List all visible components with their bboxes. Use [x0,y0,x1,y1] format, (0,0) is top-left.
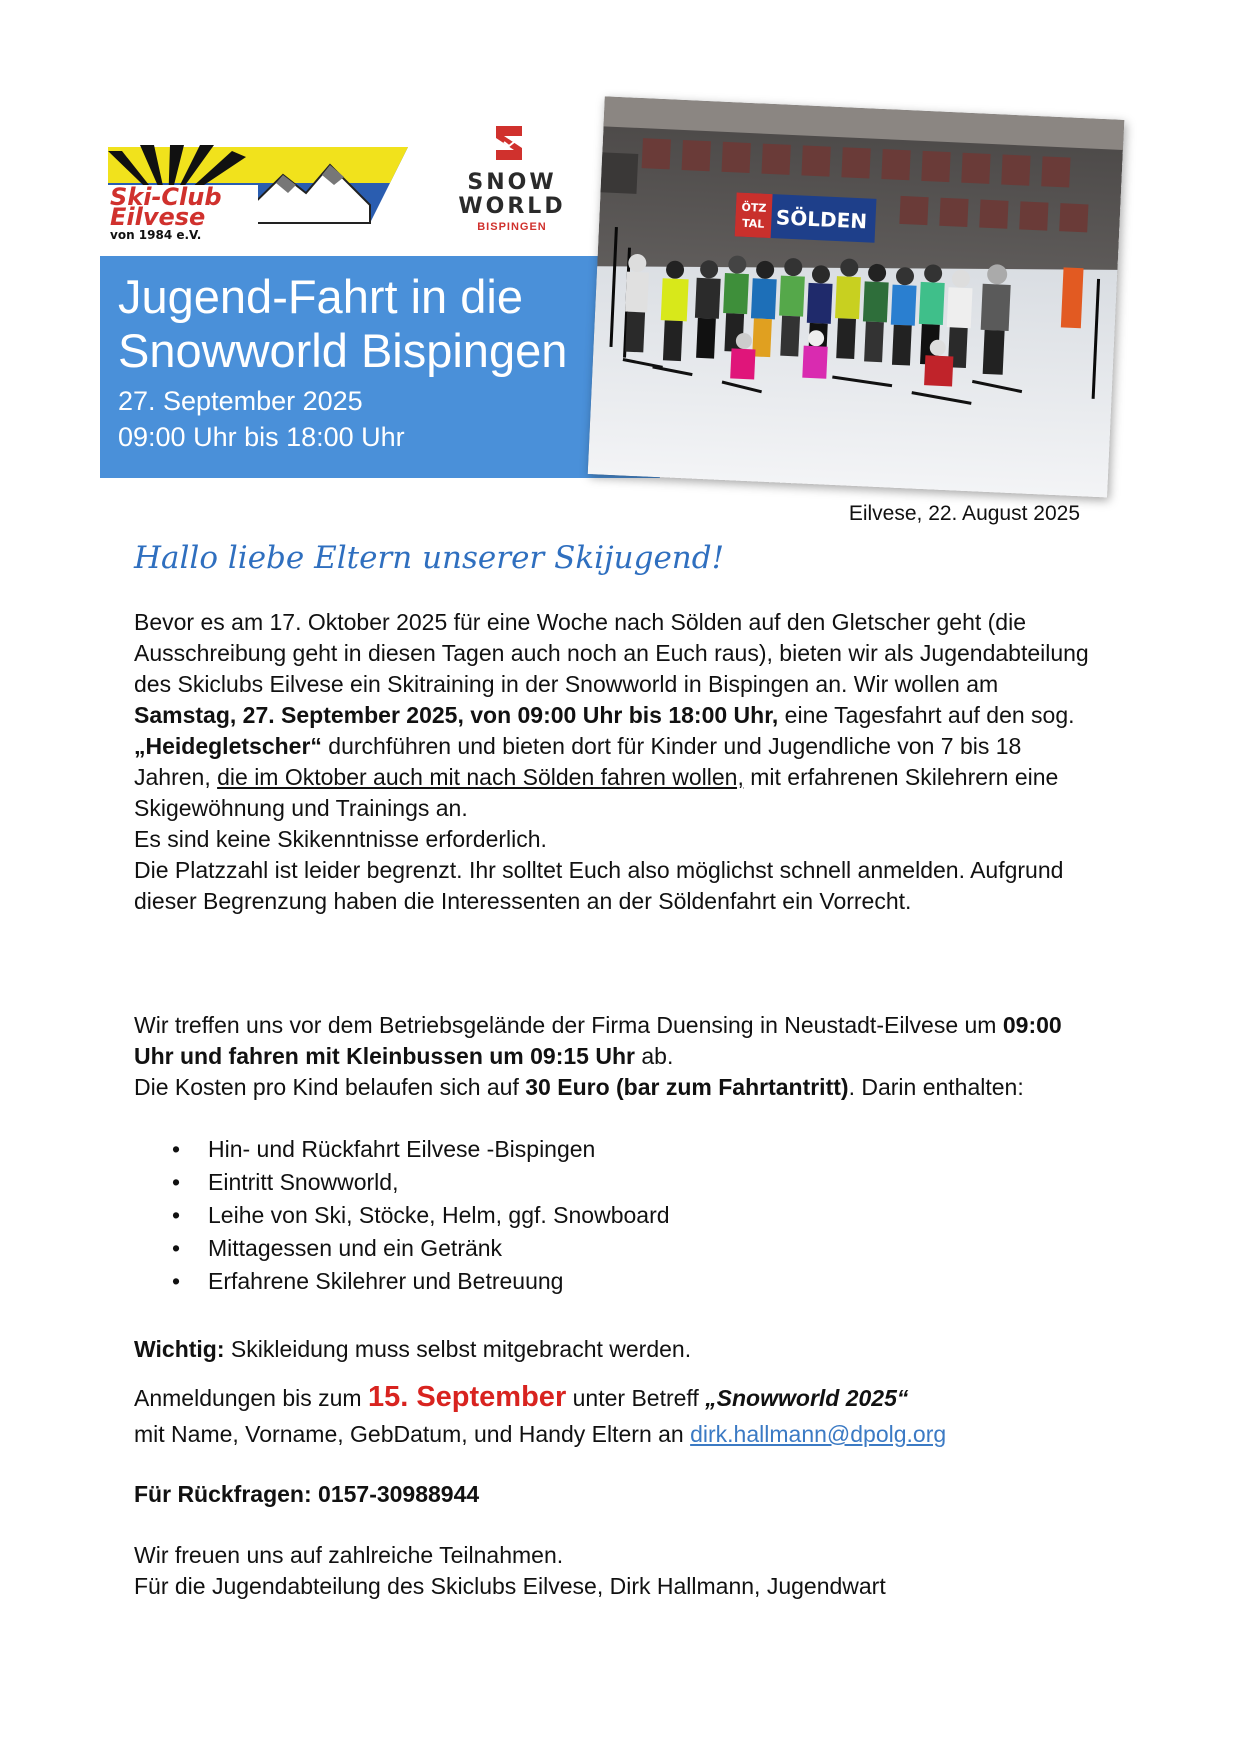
cost-text-2: . Darin enthalten: [848,1074,1024,1100]
title-band [100,256,660,478]
snowworld-bispingen-logo [452,122,572,237]
important-note [134,1334,1094,1365]
list-item: • Eintritt Snowworld, [134,1166,670,1199]
email-link[interactable]: dirk.hallmann@dpolg.org [690,1421,947,1447]
event-date: 27. September 2025 [118,386,363,416]
intro-underlined: die im Oktober auch mit nach Sölden fahren wollen, [217,764,744,790]
registration-line-2: mit Name, Vorname, GebDatum, und Handy Eltern an [134,1421,691,1447]
ski-club-eilvese-logo [108,145,408,240]
snowworld-s-icon [488,122,530,164]
group-photo [588,96,1125,497]
list-item: • Mittagessen und ein Getränk [134,1232,670,1265]
sign-solden: SÖLDEN [775,205,868,234]
intro-bold-date: Samstag, 27. September 2025, von 09:00 Uhr bis 18:00 Uhr, [134,702,779,728]
logo-since-text: von 1984 e.V. [110,228,202,240]
closing-line-2: Für die Jugendabteilung des Skiclubs Eilvese, Dirk Hallmann, Jugendwart [134,1573,886,1599]
registration-subject: „Snowworld 2025“ [705,1385,909,1411]
meeting-text-1: Wir treffen uns vor dem Betriebsgelände der Firma Duensing in Neustadt-Eilvese um [134,1012,1003,1038]
list-item: • Leihe von Ski, Stöcke, Helm, ggf. Snowboard [134,1199,670,1232]
title-line-2: Snowworld Bispingen [118,324,568,377]
list-item: • Erfahrene Skilehrer und Betreuung [134,1265,670,1298]
letter-date: Eilvese, 22. August 2025 [848,502,1080,525]
registration-paragraph [134,1379,1094,1452]
sign-otztal: ÖTZ [741,200,767,215]
intro-text-3: durchführen und bieten dort für Kinder und Jugendliche von 7 bis 18 Jahren, [134,733,1022,790]
registration-text-1: Anmeldungen bis zum [134,1385,368,1411]
intro-paragraph [134,607,1094,917]
cost-text-1: Die Kosten pro Kind belaufen sich auf [134,1074,526,1100]
registration-deadline: 15. September [367,1381,567,1413]
closing-line-1: Wir freuen uns auf zahlreiche Teilnahmen. [134,1542,564,1568]
important-label: Wichtig: [134,1336,225,1362]
closing [134,1540,1094,1602]
cost-bold: 30 Euro (bar zum Fahrtantritt) [525,1074,849,1100]
title-line-1: Jugend-Fahrt in die [118,270,523,323]
sign-otztal-2: TAL [741,216,765,231]
intro-text-2: eine Tagesfahrt auf den sog. [778,702,1075,728]
intro-bold-glacier: „Heidegletscher“ [134,733,322,759]
greeting: Hallo liebe Eltern unserer Skijugend! [134,540,725,576]
meeting-bold-time: 09:00 Uhr und fahren mit Kleinbussen um 09:15 Uhr [134,1012,1062,1069]
logo-snow-text: SNOW [467,170,557,195]
list-item: • Hin- und Rückfahrt Eilvese -Bispingen [134,1133,670,1166]
logo-place-text: Eilvese [110,203,206,231]
logo-name-text: Ski-Club [110,183,222,211]
meeting-paragraph [134,1010,1094,1103]
event-time: 09:00 Uhr bis 18:00 Uhr [118,422,405,452]
important-text: Skikleidung muss selbst mitgebracht werden. [224,1336,692,1362]
meeting-text-2: ab. [634,1043,674,1069]
intro-text-1: Bevor es am 17. Oktober 2025 für eine Woche nach Sölden auf den Gletscher geht (die Ausschreibung geht in diesen Tagen auch noch an Euch raus), bieten wir als Jugendabteilung des Skiclubs Eilvese ein Skitraining in der Snowworld in Bispingen an. Wir wollen am [134,609,1089,697]
logo-bispingen-text: BISPINGEN [477,221,547,233]
logo-world-text: WORLD [458,194,566,219]
intro-text-4: mit erfahrenen Skilehrern eine Skigewöhnung und Trainings an. [134,764,1059,821]
contact-line [134,1479,1094,1510]
registration-text-2: unter Betreff [566,1385,706,1411]
included-list [134,1133,670,1298]
contact-text: Für Rückfragen: 0157-30988944 [134,1481,480,1507]
intro-no-skills: Es sind keine Skikenntnisse erforderlich. [134,826,547,852]
intro-limit: Die Platzzahl ist leider begrenzt. Ihr solltet Euch also möglichst schnell anmelden. Aufgrund dieser Begrenzung haben die Interessenten an der Söldenfahrt ein Vorrecht. [134,857,1064,914]
